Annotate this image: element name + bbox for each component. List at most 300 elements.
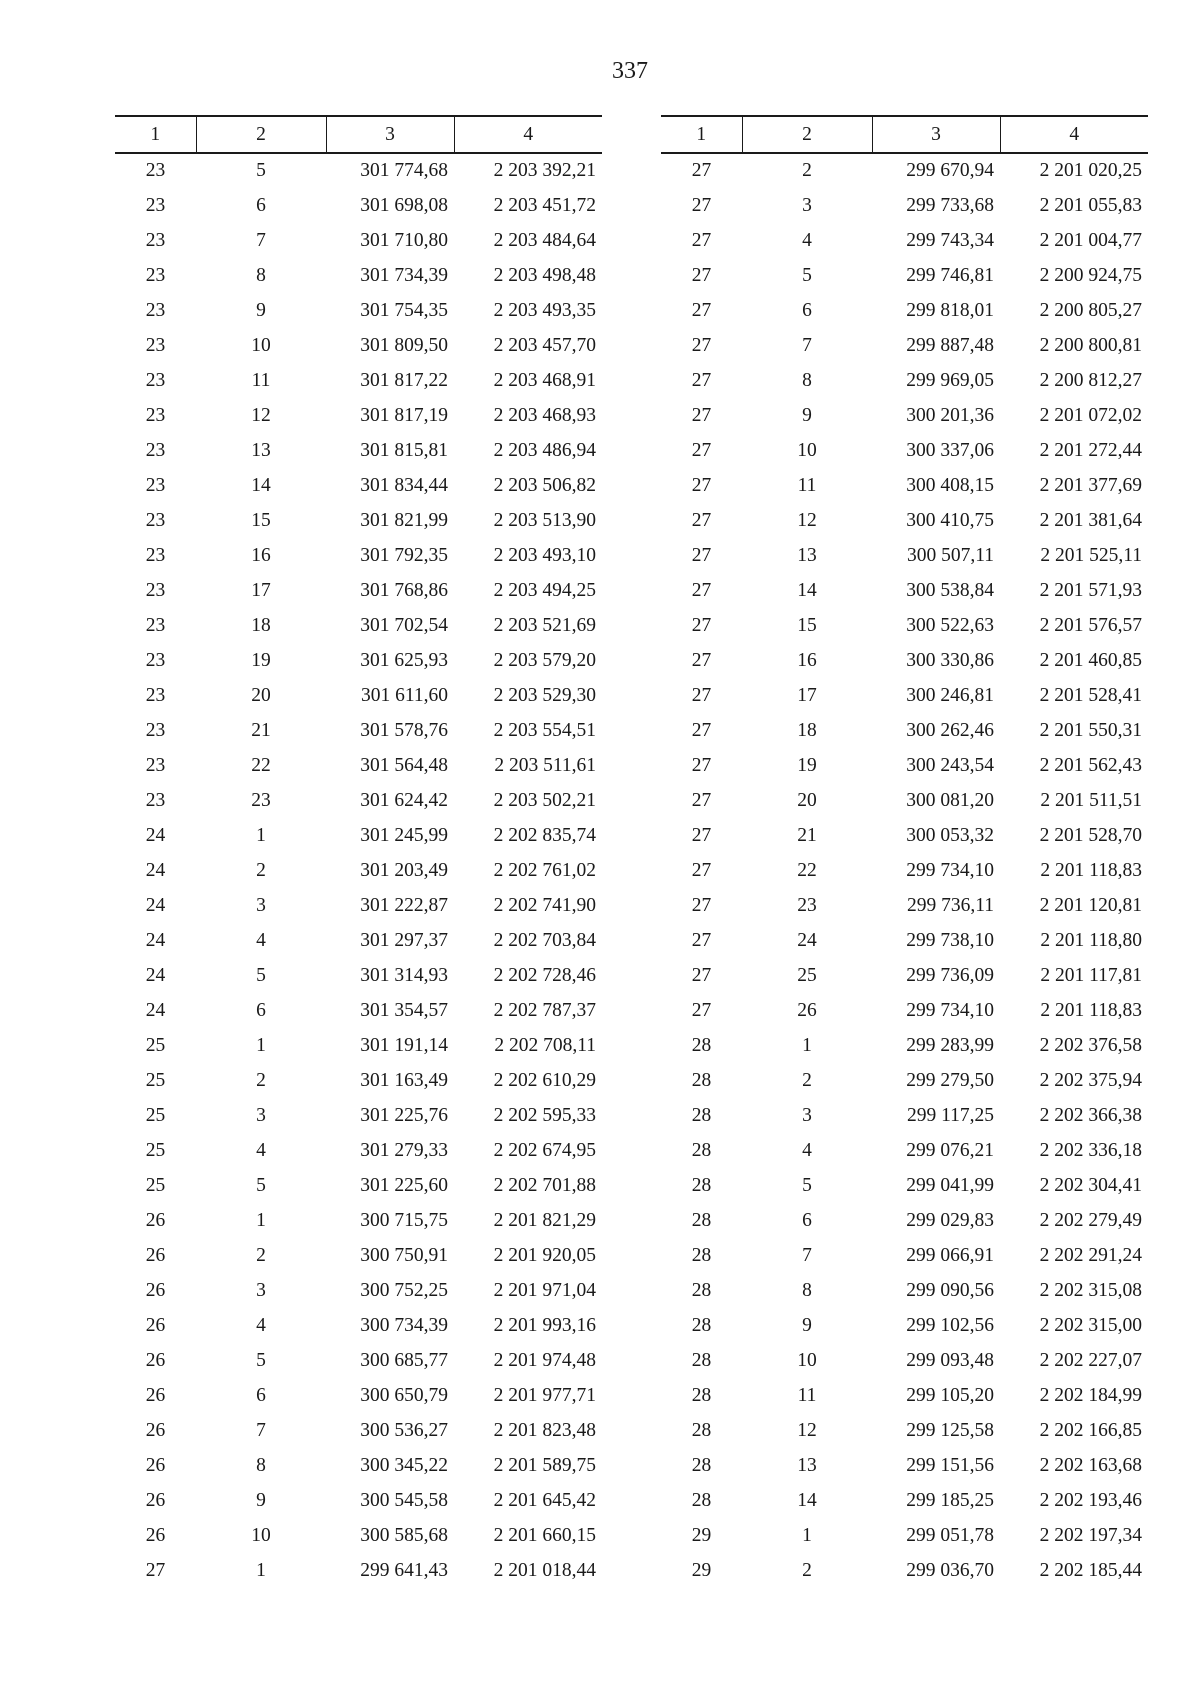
coordinate-x-cell: 299 279,50 bbox=[906, 1069, 994, 1091]
coordinate-y-cell: 2 200 800,81 bbox=[1039, 334, 1142, 356]
coordinate-x-cell: 300 410,75 bbox=[906, 509, 994, 531]
coordinate-x-cell: 301 578,76 bbox=[360, 719, 448, 741]
point-number-cell: 2 bbox=[802, 160, 812, 181]
coordinate-x-cell: 301 624,42 bbox=[360, 789, 448, 811]
coordinate-y-cell: 2 201 117,81 bbox=[1040, 964, 1142, 986]
coordinate-y-cell: 2 203 392,21 bbox=[493, 160, 596, 181]
coordinate-y-cell: 2 202 703,84 bbox=[493, 929, 596, 951]
point-number-cell: 3 bbox=[256, 894, 266, 916]
point-number-cell: 16 bbox=[251, 544, 271, 566]
column-header: 1 bbox=[115, 116, 196, 153]
point-number-cell: 3 bbox=[802, 1104, 812, 1126]
table-row bbox=[115, 1098, 602, 1133]
table-row bbox=[115, 503, 602, 538]
coordinate-x-cell: 300 246,81 bbox=[906, 684, 994, 706]
point-number-cell: 12 bbox=[251, 404, 271, 426]
table-row bbox=[115, 328, 602, 363]
section-number-cell: 23 bbox=[145, 334, 166, 356]
point-number-cell: 23 bbox=[797, 894, 817, 916]
section-number-cell: 27 bbox=[691, 684, 712, 706]
section-number-cell: 23 bbox=[145, 299, 166, 321]
section-number-cell: 25 bbox=[145, 1034, 166, 1056]
section-number-cell: 28 bbox=[691, 1454, 712, 1476]
coordinate-x-cell: 300 330,86 bbox=[906, 649, 994, 671]
section-number-cell: 23 bbox=[145, 160, 166, 181]
coordinate-x-cell: 299 041,99 bbox=[906, 1174, 994, 1196]
table-row bbox=[115, 293, 602, 328]
coordinate-y-cell: 2 202 291,24 bbox=[1039, 1244, 1142, 1266]
point-number-cell: 2 bbox=[802, 1559, 812, 1581]
table-row bbox=[115, 1413, 602, 1448]
point-number-cell: 14 bbox=[251, 474, 271, 496]
section-number-cell: 27 bbox=[691, 544, 712, 566]
coordinate-x-cell: 300 243,54 bbox=[906, 754, 994, 776]
section-number-cell: 27 bbox=[691, 754, 712, 776]
table-row bbox=[115, 538, 602, 573]
table-row bbox=[115, 433, 602, 468]
section-number-cell: 28 bbox=[691, 1034, 712, 1056]
section-number-cell: 28 bbox=[691, 1349, 712, 1371]
section-number-cell: 27 bbox=[691, 789, 712, 811]
coordinate-y-cell: 2 201 971,04 bbox=[493, 1279, 596, 1301]
point-number-cell: 2 bbox=[256, 1244, 266, 1266]
coordinate-x-cell: 299 051,78 bbox=[906, 1524, 994, 1546]
coordinate-y-cell: 2 201 004,77 bbox=[1039, 229, 1142, 251]
section-number-cell: 27 bbox=[691, 160, 712, 181]
table-row bbox=[661, 398, 1148, 433]
table-row bbox=[661, 293, 1148, 328]
coordinate-x-cell: 301 163,49 bbox=[360, 1069, 448, 1091]
section-number-cell: 23 bbox=[145, 229, 166, 251]
section-number-cell: 23 bbox=[145, 509, 166, 531]
point-number-cell: 17 bbox=[251, 579, 271, 601]
table-row bbox=[661, 153, 1148, 188]
table-row bbox=[661, 1133, 1148, 1168]
coordinate-x-cell: 300 752,25 bbox=[360, 1279, 448, 1301]
table-row bbox=[661, 1413, 1148, 1448]
point-number-cell: 9 bbox=[256, 1489, 266, 1511]
section-number-cell: 25 bbox=[145, 1104, 166, 1126]
section-number-cell: 24 bbox=[145, 859, 166, 881]
coordinate-y-cell: 2 202 741,90 bbox=[493, 894, 596, 916]
point-number-cell: 18 bbox=[797, 719, 817, 741]
coordinate-x-cell: 301 754,35 bbox=[360, 299, 448, 321]
column-header: 4 bbox=[1000, 116, 1148, 153]
coordinate-x-cell: 300 545,58 bbox=[360, 1489, 448, 1511]
coordinate-x-cell: 301 279,33 bbox=[360, 1139, 448, 1161]
section-number-cell: 23 bbox=[145, 544, 166, 566]
coordinates-table-right bbox=[661, 115, 1148, 1588]
table-row bbox=[661, 923, 1148, 958]
point-number-cell: 4 bbox=[802, 1139, 812, 1161]
section-number-cell: 26 bbox=[145, 1244, 166, 1266]
coordinate-y-cell: 2 202 315,00 bbox=[1039, 1314, 1142, 1336]
section-number-cell: 23 bbox=[145, 264, 166, 286]
section-number-cell: 26 bbox=[145, 1524, 166, 1546]
coordinate-x-cell: 300 750,91 bbox=[360, 1244, 448, 1266]
table-row bbox=[115, 888, 602, 923]
point-number-cell: 9 bbox=[802, 1314, 812, 1336]
section-number-cell: 23 bbox=[145, 579, 166, 601]
coordinates-table-left bbox=[115, 115, 602, 1588]
coordinate-x-cell: 301 222,87 bbox=[360, 894, 448, 916]
coordinate-y-cell: 2 201 993,16 bbox=[493, 1314, 596, 1336]
coordinate-x-cell: 299 969,05 bbox=[906, 369, 994, 391]
point-number-cell: 10 bbox=[797, 1349, 817, 1371]
coordinate-y-cell: 2 203 457,70 bbox=[493, 334, 596, 356]
point-number-cell: 10 bbox=[251, 334, 271, 356]
coordinate-x-cell: 300 650,79 bbox=[360, 1384, 448, 1406]
point-number-cell: 9 bbox=[256, 299, 266, 321]
table-row bbox=[661, 1168, 1148, 1203]
coordinate-y-cell: 2 201 920,05 bbox=[493, 1244, 596, 1266]
section-number-cell: 28 bbox=[691, 1244, 712, 1266]
section-number-cell: 23 bbox=[145, 789, 166, 811]
point-number-cell: 6 bbox=[802, 299, 812, 321]
table-row bbox=[661, 573, 1148, 608]
coordinate-y-cell: 2 202 835,74 bbox=[493, 824, 596, 846]
section-number-cell: 27 bbox=[145, 1559, 166, 1581]
table-row bbox=[115, 363, 602, 398]
coordinate-y-cell: 2 203 513,90 bbox=[493, 509, 596, 531]
coordinate-x-cell: 299 125,58 bbox=[906, 1419, 994, 1441]
section-number-cell: 26 bbox=[145, 1349, 166, 1371]
point-number-cell: 24 bbox=[797, 929, 817, 951]
coordinate-x-cell: 301 792,35 bbox=[360, 544, 448, 566]
table-row bbox=[661, 678, 1148, 713]
point-number-cell: 13 bbox=[797, 544, 817, 566]
coordinate-x-cell: 300 337,06 bbox=[906, 439, 994, 461]
section-number-cell: 26 bbox=[145, 1454, 166, 1476]
coordinate-x-cell: 300 538,84 bbox=[906, 579, 994, 601]
coordinate-x-cell: 299 117,25 bbox=[906, 1104, 994, 1126]
section-number-cell: 27 bbox=[691, 299, 712, 321]
coordinate-x-cell: 299 641,43 bbox=[360, 1559, 448, 1581]
table-row bbox=[115, 853, 602, 888]
point-number-cell: 6 bbox=[256, 194, 266, 216]
coordinate-x-cell: 299 736,09 bbox=[906, 964, 994, 986]
coordinate-y-cell: 2 203 529,30 bbox=[493, 684, 596, 706]
coordinate-y-cell: 2 203 484,64 bbox=[493, 229, 596, 251]
coordinate-x-cell: 301 734,39 bbox=[360, 264, 448, 286]
table-row bbox=[115, 993, 602, 1028]
point-number-cell: 22 bbox=[251, 754, 271, 776]
coordinate-x-cell: 299 670,94 bbox=[906, 160, 994, 181]
coordinate-y-cell: 2 202 701,88 bbox=[493, 1174, 596, 1196]
section-number-cell: 23 bbox=[145, 684, 166, 706]
section-number-cell: 27 bbox=[691, 859, 712, 881]
coordinate-y-cell: 2 202 595,33 bbox=[493, 1104, 596, 1126]
coordinate-y-cell: 2 203 521,69 bbox=[493, 614, 596, 636]
table-row bbox=[115, 818, 602, 853]
column-header: 3 bbox=[326, 116, 454, 153]
point-number-cell: 16 bbox=[797, 649, 817, 671]
point-number-cell: 9 bbox=[802, 404, 812, 426]
coordinate-x-cell: 301 710,80 bbox=[360, 229, 448, 251]
table-row bbox=[661, 1553, 1148, 1588]
coordinate-y-cell: 2 201 528,70 bbox=[1039, 824, 1142, 846]
coordinate-x-cell: 301 698,08 bbox=[360, 194, 448, 216]
coordinate-y-cell: 2 202 610,29 bbox=[493, 1069, 596, 1091]
coordinate-y-cell: 2 203 451,72 bbox=[493, 194, 596, 216]
coordinate-y-cell: 2 202 674,95 bbox=[493, 1139, 596, 1161]
coordinate-y-cell: 2 202 787,37 bbox=[493, 999, 596, 1021]
point-number-cell: 1 bbox=[802, 1524, 812, 1546]
section-number-cell: 26 bbox=[145, 1209, 166, 1231]
column-header: 2 bbox=[196, 116, 326, 153]
table-row bbox=[115, 678, 602, 713]
table-row bbox=[661, 1203, 1148, 1238]
table-row bbox=[661, 993, 1148, 1028]
point-number-cell: 13 bbox=[797, 1454, 817, 1476]
coordinate-x-cell: 299 029,83 bbox=[906, 1209, 994, 1231]
table-row bbox=[115, 1168, 602, 1203]
point-number-cell: 6 bbox=[256, 1384, 266, 1406]
point-number-cell: 5 bbox=[256, 964, 266, 986]
section-number-cell: 23 bbox=[145, 194, 166, 216]
point-number-cell: 25 bbox=[797, 964, 817, 986]
section-number-cell: 26 bbox=[145, 1384, 166, 1406]
section-number-cell: 27 bbox=[691, 369, 712, 391]
point-number-cell: 11 bbox=[251, 369, 271, 391]
coordinate-y-cell: 2 202 366,38 bbox=[1039, 1104, 1142, 1126]
section-number-cell: 27 bbox=[691, 649, 712, 671]
point-number-cell: 4 bbox=[256, 929, 266, 951]
point-number-cell: 3 bbox=[256, 1279, 266, 1301]
point-number-cell: 6 bbox=[256, 999, 266, 1021]
table-row bbox=[115, 923, 602, 958]
column-header: 2 bbox=[742, 116, 872, 153]
coordinate-y-cell: 2 203 468,93 bbox=[493, 404, 596, 426]
section-number-cell: 29 bbox=[691, 1524, 712, 1546]
coordinate-x-cell: 301 702,54 bbox=[360, 614, 448, 636]
section-number-cell: 28 bbox=[691, 1069, 712, 1091]
coordinate-y-cell: 2 201 072,02 bbox=[1039, 404, 1142, 426]
coordinate-y-cell: 2 201 550,31 bbox=[1039, 719, 1142, 741]
table-row bbox=[661, 1518, 1148, 1553]
coordinate-x-cell: 301 191,14 bbox=[360, 1034, 448, 1056]
point-number-cell: 13 bbox=[251, 439, 271, 461]
point-number-cell: 15 bbox=[797, 614, 817, 636]
table-row bbox=[115, 783, 602, 818]
table-row bbox=[661, 783, 1148, 818]
coordinate-y-cell: 2 203 493,35 bbox=[493, 299, 596, 321]
point-number-cell: 3 bbox=[256, 1104, 266, 1126]
point-number-cell: 19 bbox=[251, 649, 271, 671]
table-row bbox=[115, 1553, 602, 1588]
coordinate-y-cell: 2 202 193,46 bbox=[1039, 1489, 1142, 1511]
coordinate-y-cell: 2 201 571,93 bbox=[1039, 579, 1142, 601]
point-number-cell: 11 bbox=[797, 1384, 817, 1406]
table-row bbox=[115, 958, 602, 993]
coordinate-y-cell: 2 202 197,34 bbox=[1039, 1524, 1142, 1546]
point-number-cell: 1 bbox=[256, 1559, 266, 1581]
table-row bbox=[661, 958, 1148, 993]
section-number-cell: 27 bbox=[691, 824, 712, 846]
point-number-cell: 1 bbox=[256, 824, 266, 846]
table-row bbox=[661, 223, 1148, 258]
table-row bbox=[115, 188, 602, 223]
coordinate-y-cell: 2 203 579,20 bbox=[493, 649, 596, 671]
section-number-cell: 27 bbox=[691, 264, 712, 286]
section-number-cell: 26 bbox=[145, 1419, 166, 1441]
section-number-cell: 24 bbox=[145, 999, 166, 1021]
coordinate-x-cell: 299 105,20 bbox=[906, 1384, 994, 1406]
table-row bbox=[661, 1308, 1148, 1343]
table-row bbox=[661, 818, 1148, 853]
coordinate-y-cell: 2 200 924,75 bbox=[1039, 264, 1142, 286]
coordinate-y-cell: 2 200 805,27 bbox=[1039, 299, 1142, 321]
point-number-cell: 8 bbox=[256, 264, 266, 286]
coordinate-x-cell: 301 834,44 bbox=[360, 474, 448, 496]
point-number-cell: 8 bbox=[256, 1454, 266, 1476]
point-number-cell: 4 bbox=[256, 1314, 266, 1336]
coordinate-x-cell: 299 102,56 bbox=[906, 1314, 994, 1336]
point-number-cell: 2 bbox=[802, 1069, 812, 1091]
table-row bbox=[661, 503, 1148, 538]
coordinate-y-cell: 2 201 020,25 bbox=[1039, 160, 1142, 181]
point-number-cell: 17 bbox=[797, 684, 817, 706]
section-number-cell: 23 bbox=[145, 719, 166, 741]
coordinate-y-cell: 2 201 821,29 bbox=[493, 1209, 596, 1231]
coordinate-x-cell: 299 743,34 bbox=[906, 229, 994, 251]
coordinate-x-cell: 300 507,11 bbox=[906, 544, 994, 566]
point-number-cell: 2 bbox=[256, 859, 266, 881]
section-number-cell: 23 bbox=[145, 369, 166, 391]
section-number-cell: 28 bbox=[691, 1314, 712, 1336]
coordinate-y-cell: 2 203 494,25 bbox=[493, 579, 596, 601]
coordinate-y-cell: 2 201 377,69 bbox=[1039, 474, 1142, 496]
point-number-cell: 15 bbox=[251, 509, 271, 531]
coordinate-x-cell: 301 297,37 bbox=[360, 929, 448, 951]
table-row bbox=[115, 1203, 602, 1238]
section-number-cell: 23 bbox=[145, 474, 166, 496]
coordinate-y-cell: 2 202 336,18 bbox=[1039, 1139, 1142, 1161]
table-row bbox=[115, 1448, 602, 1483]
point-number-cell: 11 bbox=[797, 474, 817, 496]
header-row bbox=[661, 116, 1148, 153]
table-row bbox=[115, 1273, 602, 1308]
coordinate-y-cell: 2 202 185,44 bbox=[1039, 1559, 1142, 1581]
column-header: 1 bbox=[661, 116, 742, 153]
header-row bbox=[115, 116, 602, 153]
point-number-cell: 5 bbox=[802, 264, 812, 286]
table-row bbox=[661, 643, 1148, 678]
table-row bbox=[115, 1378, 602, 1413]
point-number-cell: 5 bbox=[802, 1174, 812, 1196]
point-number-cell: 5 bbox=[256, 1174, 266, 1196]
coordinate-y-cell: 2 203 486,94 bbox=[493, 439, 596, 461]
section-number-cell: 24 bbox=[145, 894, 166, 916]
point-number-cell: 23 bbox=[251, 789, 271, 811]
section-number-cell: 24 bbox=[145, 964, 166, 986]
point-number-cell: 14 bbox=[797, 1489, 817, 1511]
coordinate-y-cell: 2 202 375,94 bbox=[1039, 1069, 1142, 1091]
coordinate-x-cell: 301 817,19 bbox=[360, 404, 448, 426]
section-number-cell: 27 bbox=[691, 929, 712, 951]
table-row bbox=[115, 258, 602, 293]
section-number-cell: 28 bbox=[691, 1209, 712, 1231]
point-number-cell: 1 bbox=[256, 1034, 266, 1056]
table-row bbox=[115, 1238, 602, 1273]
section-number-cell: 27 bbox=[691, 964, 712, 986]
section-number-cell: 23 bbox=[145, 614, 166, 636]
table-row bbox=[661, 1238, 1148, 1273]
section-number-cell: 27 bbox=[691, 474, 712, 496]
table-row bbox=[661, 1273, 1148, 1308]
section-number-cell: 27 bbox=[691, 614, 712, 636]
point-number-cell: 14 bbox=[797, 579, 817, 601]
table-row bbox=[115, 1483, 602, 1518]
table-row bbox=[115, 713, 602, 748]
point-number-cell: 12 bbox=[797, 509, 817, 531]
table-row bbox=[115, 643, 602, 678]
table-row bbox=[661, 608, 1148, 643]
point-number-cell: 8 bbox=[802, 1279, 812, 1301]
coordinate-x-cell: 300 408,15 bbox=[906, 474, 994, 496]
coordinate-y-cell: 2 201 118,83 bbox=[1040, 859, 1142, 881]
table-row bbox=[115, 1518, 602, 1553]
coordinate-x-cell: 299 736,11 bbox=[906, 894, 994, 916]
section-number-cell: 23 bbox=[145, 439, 166, 461]
point-number-cell: 5 bbox=[256, 160, 266, 181]
column-header: 4 bbox=[454, 116, 602, 153]
section-number-cell: 28 bbox=[691, 1279, 712, 1301]
coordinate-x-cell: 300 262,46 bbox=[906, 719, 994, 741]
section-number-cell: 23 bbox=[145, 754, 166, 776]
coordinate-y-cell: 2 202 761,02 bbox=[493, 859, 596, 881]
table-row bbox=[661, 1098, 1148, 1133]
point-number-cell: 2 bbox=[256, 1069, 266, 1091]
coordinate-y-cell: 2 201 576,57 bbox=[1039, 614, 1142, 636]
table-row bbox=[661, 1343, 1148, 1378]
section-number-cell: 25 bbox=[145, 1139, 166, 1161]
point-number-cell: 22 bbox=[797, 859, 817, 881]
table-row bbox=[115, 573, 602, 608]
point-number-cell: 8 bbox=[802, 369, 812, 391]
point-number-cell: 4 bbox=[256, 1139, 266, 1161]
section-number-cell: 24 bbox=[145, 824, 166, 846]
section-number-cell: 28 bbox=[691, 1139, 712, 1161]
coordinate-y-cell: 2 201 120,81 bbox=[1039, 894, 1142, 916]
coordinate-y-cell: 2 202 315,08 bbox=[1039, 1279, 1142, 1301]
coordinate-x-cell: 299 151,56 bbox=[906, 1454, 994, 1476]
point-number-cell: 7 bbox=[256, 1419, 266, 1441]
column-header: 3 bbox=[872, 116, 1000, 153]
coordinate-y-cell: 2 201 460,85 bbox=[1039, 649, 1142, 671]
table-row bbox=[661, 468, 1148, 503]
point-number-cell: 7 bbox=[802, 1244, 812, 1266]
table-row bbox=[661, 433, 1148, 468]
table-row bbox=[661, 363, 1148, 398]
section-number-cell: 26 bbox=[145, 1279, 166, 1301]
coordinate-y-cell: 2 203 506,82 bbox=[493, 474, 596, 496]
coordinate-x-cell: 300 201,36 bbox=[906, 404, 994, 426]
table-row bbox=[115, 468, 602, 503]
table-row bbox=[115, 223, 602, 258]
point-number-cell: 3 bbox=[802, 194, 812, 216]
point-number-cell: 7 bbox=[256, 229, 266, 251]
coordinate-y-cell: 2 201 528,41 bbox=[1039, 684, 1142, 706]
coordinate-x-cell: 299 185,25 bbox=[906, 1489, 994, 1511]
point-number-cell: 4 bbox=[802, 229, 812, 251]
point-number-cell: 6 bbox=[802, 1209, 812, 1231]
coordinate-y-cell: 2 201 823,48 bbox=[493, 1419, 596, 1441]
coordinate-x-cell: 300 081,20 bbox=[906, 789, 994, 811]
coordinate-y-cell: 2 202 304,41 bbox=[1039, 1174, 1142, 1196]
table-row bbox=[115, 748, 602, 783]
coordinate-x-cell: 300 715,75 bbox=[360, 1209, 448, 1231]
